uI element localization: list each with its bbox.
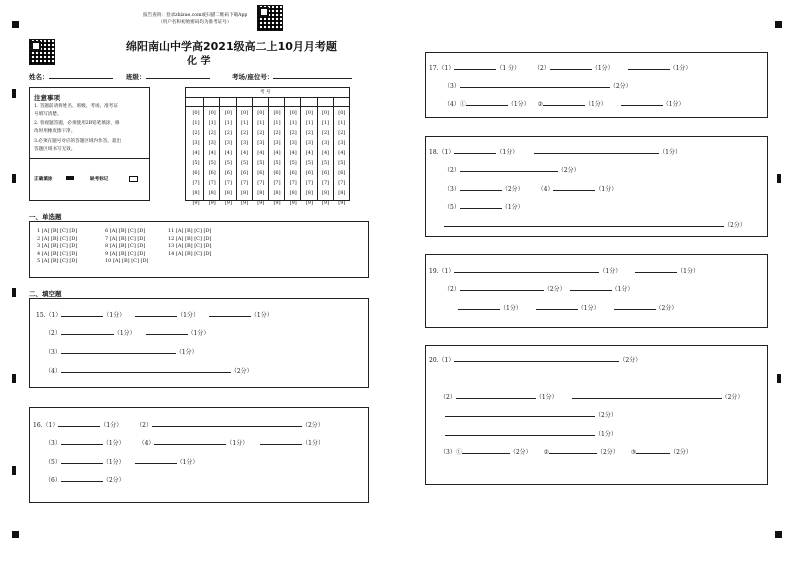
answer-line[interactable] [58,419,100,427]
answer-line[interactable] [466,98,508,106]
answer-line[interactable] [454,146,496,154]
q15-row3: （3） （1分） [45,346,198,356]
side-mark [777,374,781,383]
corner-mark-bottom-left [12,531,19,538]
answer-line[interactable] [460,183,502,191]
exam-digit-column[interactable]: [0] [1] [2] [3] [4] [5] [6] [7] [8] [9] [208,110,216,206]
section1-title: 一、单选题 [29,213,62,221]
q18-row2: （2） （2分） [444,164,580,174]
report-notice: 报告查询：登录zhixue.com或扫描二维码下载App [143,13,248,18]
q16-row3: （5） （1分） （1分） [45,456,198,466]
exam-digit-column[interactable]: [0] [1] [2] [3] [4] [5] [6] [7] [8] [9] [273,110,281,206]
exam-digit-column[interactable]: [0] [1] [2] [3] [4] [5] [6] [7] [8] [9] [338,110,346,206]
answer-line[interactable] [536,302,578,310]
answer-line[interactable] [628,62,670,70]
answer-line[interactable] [135,456,177,464]
notice-line: 2. 客观题答题，必须使用2B铅笔填涂，修 [34,121,120,126]
answer-line[interactable] [61,327,114,335]
q18-row5: （2分） [444,219,746,229]
answer-line[interactable] [550,62,592,70]
exam-digit-column[interactable]: [0] [1] [2] [3] [4] [5] [6] [7] [8] [9] [192,110,200,206]
answer-line[interactable] [458,302,500,310]
answer-line[interactable] [636,446,670,454]
app-qr-code [257,5,283,31]
answer-line[interactable] [444,219,724,227]
q20-row3: （2分） [445,409,617,419]
answer-line[interactable] [460,201,502,209]
class-row: 班级： [126,71,210,81]
q19-row1: 19.（1） （1分） （1分） [429,265,699,275]
q16-row4: （6） （2分） [45,474,125,484]
answer-line[interactable] [549,446,597,454]
answer-line[interactable] [61,474,103,482]
exam-digit-column[interactable]: [0] [1] [2] [3] [4] [5] [6] [7] [8] [9] [289,110,297,206]
answer-line[interactable] [135,309,177,317]
corner-mark-top-left [12,21,19,28]
notice-line: 改时用橡皮擦干净。 [34,129,76,134]
q18-row3: （3） （2分） （4） （1分） [444,183,617,193]
answer-line[interactable] [460,283,544,291]
answer-line[interactable] [154,437,226,445]
answer-line[interactable] [635,265,677,273]
side-mark [12,288,16,297]
mcq-column-3: 11 [A] [B] [C] [D] 12 [A] [B] [C] [D] 13 [A] [B] [C] [D] 14 [A] [B] [C] [D] [168,228,212,257]
answer-line[interactable] [445,428,595,436]
answer-line[interactable] [61,346,176,354]
q15-row4: （4） （2分） [45,365,253,375]
exam-digit-column[interactable]: [0] [1] [2] [3] [4] [5] [6] [7] [8] [9] [257,110,265,206]
class-field[interactable] [146,71,210,79]
correct-fill-label: 正确填涂 [34,177,53,182]
missing-checkbox[interactable] [129,176,138,182]
answer-line[interactable] [614,302,656,310]
answer-line[interactable] [570,283,612,291]
q18-row1: 18.（1） （1分） （1分） [429,146,681,156]
corner-mark-top-right [775,21,782,28]
answer-line[interactable] [543,98,585,106]
q17-row2: （3） （2分） [444,80,632,90]
side-mark [12,174,16,183]
exam-digit-column[interactable]: [0] [1] [2] [3] [4] [5] [6] [7] [8] [9] [322,110,330,206]
report-notice-sub: （用户名和初始密码均为准考证号） [158,20,232,25]
notice-line: 答题区域书写无效。 [34,147,76,152]
q18-row4: （5） （1分） [444,201,524,211]
answer-line[interactable] [152,419,302,427]
section2-title: 二、填空题 [29,290,62,298]
mcq-column-2: 6 [A] [B] [C] [D] 7 [A] [B] [C] [D] 8 [A] [B] [C] [D] 9 [A] [B] [C] [D] 10 [A] [B] [C] [D] [105,228,149,265]
answer-line[interactable] [460,80,610,88]
missing-label: 缺考标记 [90,177,109,182]
notice-line: 1. 答题前请将姓名、班级、考场、准考证 [34,104,118,109]
side-mark [12,466,16,475]
seat-row: 考场/座位号： [232,71,352,81]
notice-title: 注意事项 [34,94,60,102]
exam-number-header: 考 号 [260,90,271,95]
answer-line[interactable] [61,456,103,464]
answer-line[interactable] [460,164,558,172]
q19-row3: （1分） （1分） （2分） [458,302,677,312]
corner-mark-bottom-right [775,531,782,538]
correct-fill-sample [66,176,74,180]
q20-row4: （1分） [445,428,617,438]
answer-line[interactable] [572,391,722,399]
q20-row1: 20.（1） （2分） [429,354,641,364]
notice-line: 号填写清楚。 [34,112,62,117]
side-mark [12,374,16,383]
q19-row2: （2） （2分） （1分） [444,283,633,293]
q17-row3: （4）① （1分） ② （1分） （1分） [444,98,685,108]
mcq-box [29,221,369,278]
notice-line: 3.必须在题号对应的答题区域内作答，超出 [34,139,122,144]
name-field[interactable] [49,71,113,79]
answer-line[interactable] [445,409,595,417]
answer-line[interactable] [454,62,496,70]
side-mark [777,174,781,183]
answer-line[interactable] [462,446,510,454]
answer-line[interactable] [553,183,595,191]
mcq-column-1: 1 [A] [B] [C] [D] 2 [A] [B] [C] [D] 3 [A] [B] [C] [D] 4 [A] [B] [C] [D] 5 [A] [B] [C] [D] [37,228,78,265]
exam-digit-column[interactable]: [0] [1] [2] [3] [4] [5] [6] [7] [8] [9] [305,110,313,206]
notice-divider [30,158,149,159]
answer-line[interactable] [534,146,659,154]
exam-qr-code [29,39,55,65]
seat-field[interactable] [273,71,352,79]
answer-line[interactable] [61,365,231,373]
answer-line[interactable] [209,309,251,317]
q16-row2: （3） （1分） （4） （1分） （1分） [45,437,324,447]
q15-row1: 15.（1） （1分） （1分） （1分） [36,309,273,319]
name-row: 姓名： [29,71,113,81]
q20-row2: （2） （1分） （2分） [440,391,743,401]
exam-digit-column[interactable]: [0] [1] [2] [3] [4] [5] [6] [7] [8] [9] [241,110,249,206]
answer-line[interactable] [61,309,103,317]
exam-number-grid [185,87,350,206]
q15-row2: （2） （1分） （1分） [45,327,209,337]
notice-box [29,87,150,201]
answer-line[interactable] [621,98,663,106]
answer-line[interactable] [454,354,619,362]
answer-line[interactable] [454,265,599,273]
answer-line[interactable] [260,437,302,445]
page-title: 绵阳南山中学高2021级高二上10月月考题 [126,40,337,53]
q16-row1: 16.（1） （1分） （2） （2分） [33,419,324,429]
answer-line[interactable] [456,391,536,399]
side-mark [12,89,16,98]
q20-row5: （3）① （2分） ② （2分） ③ （2分） [440,446,692,456]
subject-title: 化 学 [187,56,211,67]
q17-row1: 17.（1） （1 分） （2） （1分） （1分） [429,62,691,72]
exam-digit-column[interactable]: [0] [1] [2] [3] [4] [5] [6] [7] [8] [9] [224,110,232,206]
answer-line[interactable] [146,327,188,335]
answer-line[interactable] [61,437,103,445]
